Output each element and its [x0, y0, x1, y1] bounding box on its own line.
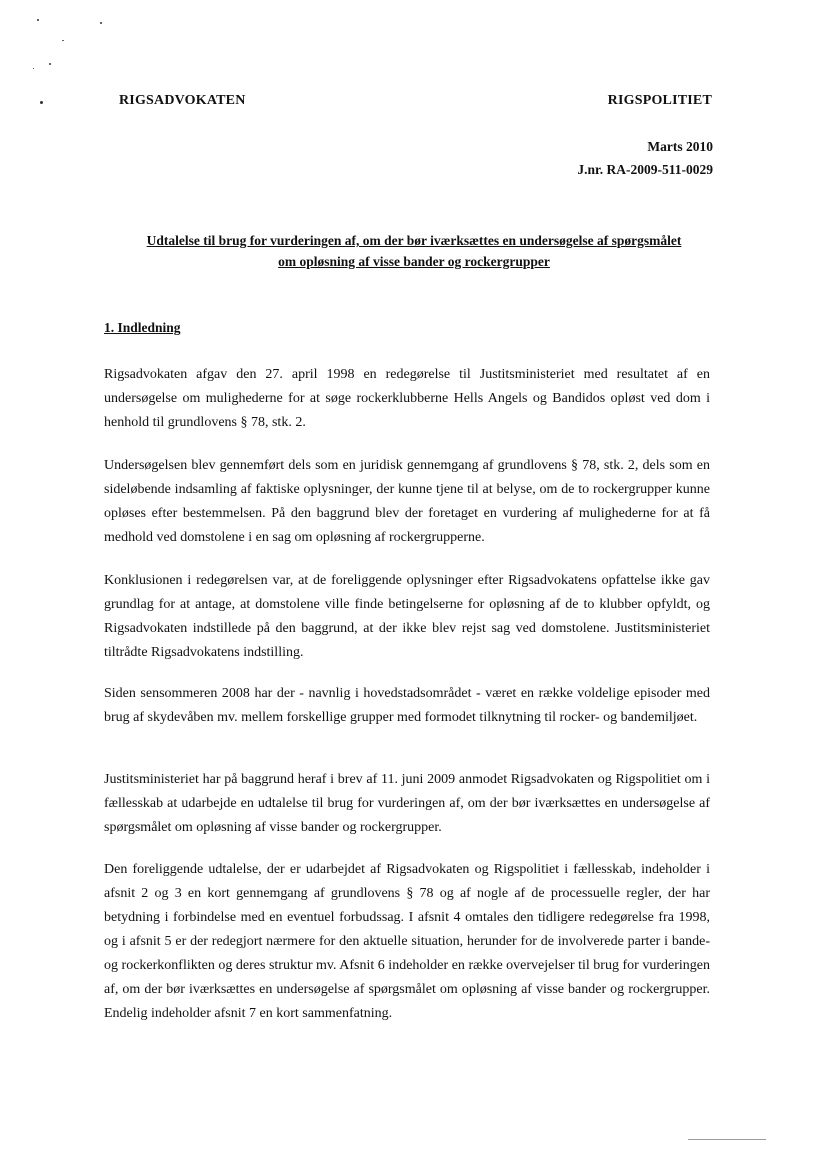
title-line-1: Udtalelse til brug for vurderingen af, om der bør iværksættes en undersøgelse af spørgsmålet: [146, 233, 682, 248]
document-title: [100, 230, 728, 272]
document-date: Marts 2010: [647, 139, 713, 154]
scan-speck: [49, 63, 51, 65]
sender-left: RIGSADVOKATEN: [119, 93, 246, 108]
paragraph-4: Siden sensommeren 2008 har der - navnlig i hovedstadsområdet - været en række voldelige episoder med brug af skydevåben mv. mellem forskellige grupper med formodet tilknytning til rocker- og bandemiljøet.: [104, 686, 710, 725]
paragraph-3: Konklusionen i redegørelsen var, at de foreliggende oplysninger efter Rigsadvokatens opfattelse ikke gav grundlag for at antage, at domstolene ville finde betingelserne for opløsning af de to klubber opfyldt, og Rigsadvokaten indstillede på den baggrund, at der ikke blev rejst sag ved domstolene. Justitsministeriet tiltrådte Rigsadvokatens indstilling.: [104, 573, 710, 660]
scan-speck: [100, 22, 102, 24]
footer-scan-line: [688, 1139, 766, 1140]
paragraph-5: Justitsministeriet har på baggrund heraf i brev af 11. juni 2009 anmodet Rigsadvokaten og Rigspolitiet om i fællesskab at udarbejde en udtalelse til brug for vurderingen af, om der bør iværksættes en undersøgelse af spørgsmålet om opløsning af visse bander og rockergrupper.: [104, 772, 710, 835]
sender-right: RIGSPOLITIET: [607, 93, 712, 108]
journal-number: J.nr. RA-2009-511-0029: [577, 162, 713, 177]
scan-speck: [37, 19, 39, 21]
paragraph-1: Rigsadvokaten afgav den 27. april 1998 en redegørelse til Justitsministeriet med resultatet af en undersøgelse om mulighederne for at søge rockerklubberne Hells Angels og Bandidos opløst ved dom i henhold til grundlovens § 78, stk. 2.: [104, 367, 710, 430]
title-line-2: om opløsning af visse bander og rockergrupper: [278, 254, 550, 269]
section-heading: 1. Indledning: [104, 320, 181, 335]
scan-speck: [62, 40, 64, 41]
scan-speck: [33, 68, 34, 69]
paragraph-2: Undersøgelsen blev gennemført dels som en juridisk gennemgang af grundlovens § 78, stk. 2, dels som en sideløbende indsamling af faktiske oplysninger, der kunne tjene til at belyse, om de to rockergrupper kunne opløses efter bestemmelsen. På den baggrund blev der foretaget en vurdering af mulighederne for at få medhold ved domstolene i en sag om opløsning af rockergrupperne.: [104, 458, 710, 545]
scan-speck: [40, 101, 43, 104]
paragraph-6: Den foreliggende udtalelse, der er udarbejdet af Rigsadvokaten og Rigspolitiet i fællesskab, indeholder i afsnit 2 og 3 en kort gennemgang af grundlovens § 78 og af nogle af de processuelle regler, der har betydning i forbindelse med en eventuel forbudssag. I afsnit 4 omtales den tidligere redegørelse fra 1998, og i afsnit 5 er der redegjort nærmere for den aktuelle situation, herunder for de involverede parter i bande- og rockerkonflikten og deres struktur mv. Afsnit 6 indeholder en række overvejelser til brug for vurderingen af, om der bør iværksættes en undersøgelse af spørgsmålet om opløsning af visse bander og rockergrupper. Endelig indeholder afsnit 7 en kort sammenfatning.: [104, 862, 710, 1021]
